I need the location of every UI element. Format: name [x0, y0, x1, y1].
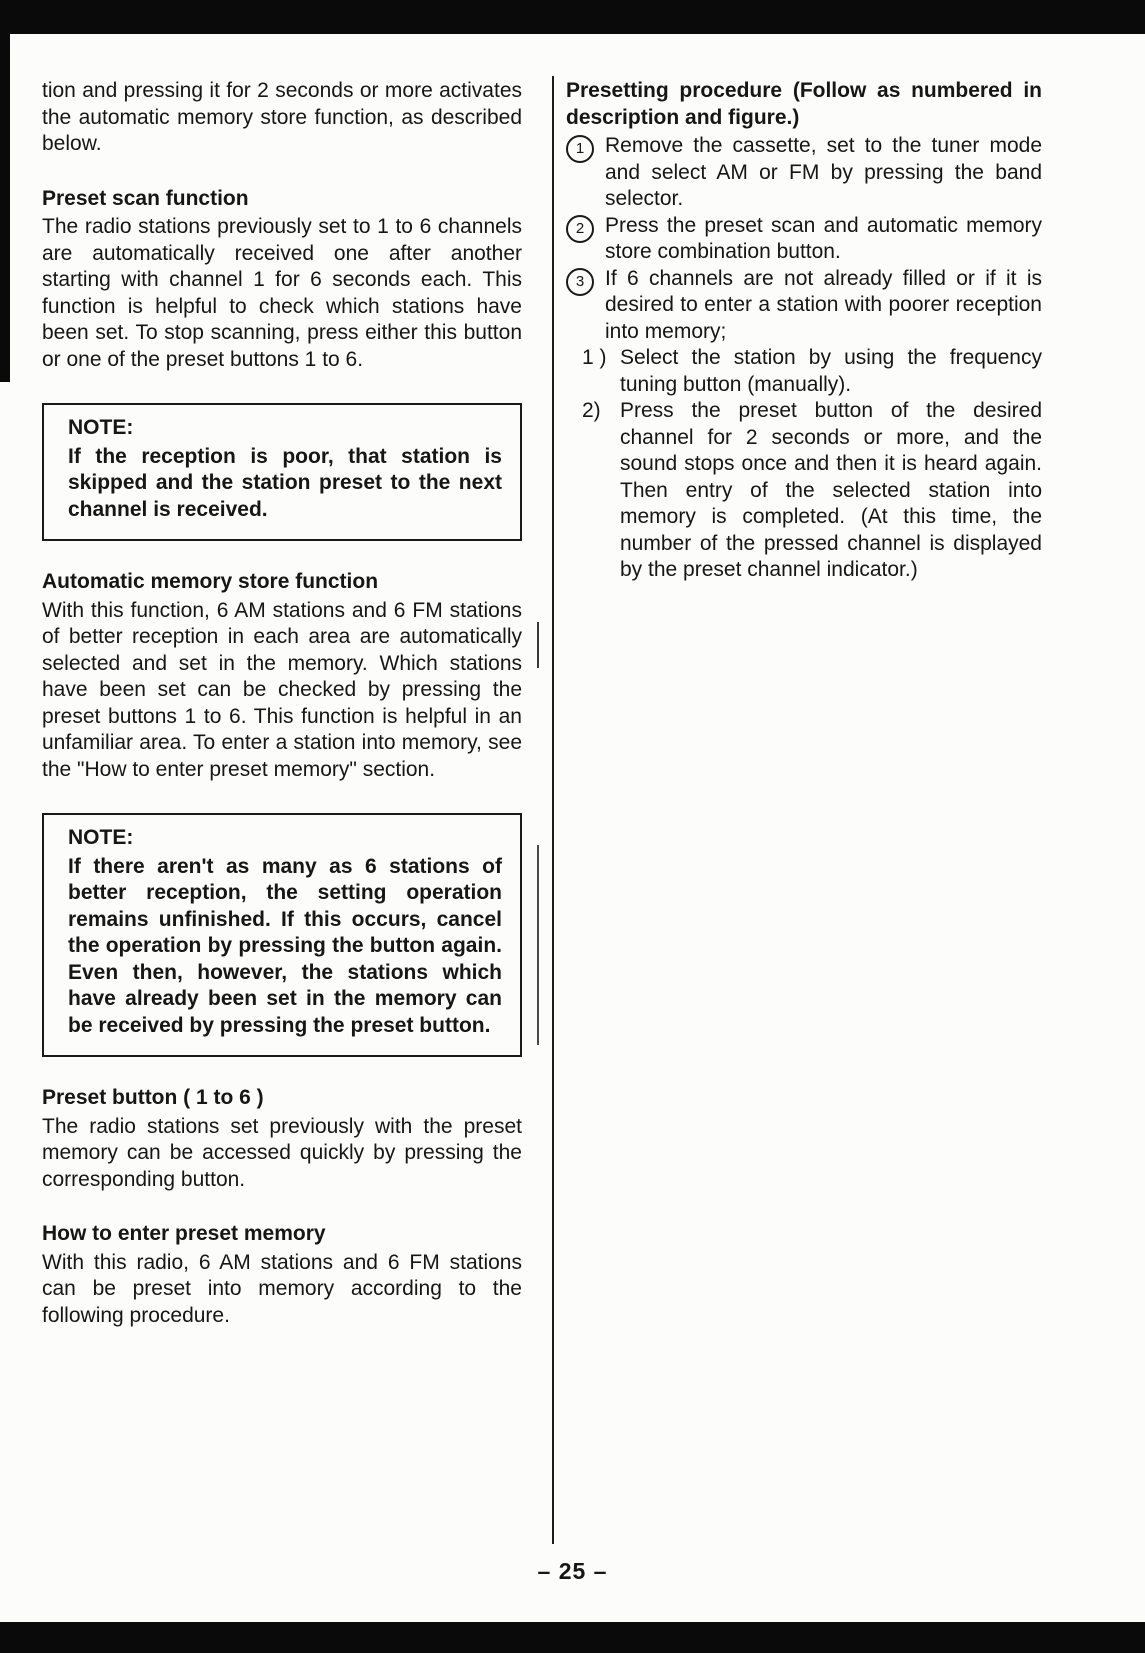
column-divider — [552, 76, 554, 1544]
procedure-step-2 — [566, 213, 1042, 266]
substep-number: 1 ) — [582, 346, 607, 369]
note-box-1 — [42, 403, 522, 541]
left-column — [42, 78, 522, 1329]
right-column — [566, 78, 1042, 584]
circled-number-icon: 2 — [566, 215, 594, 243]
circled-number-icon: 3 — [566, 268, 594, 296]
procedure-step-text: If 6 channels are not already filled or if it is desired to enter a station with poorer reception into memory; — [605, 266, 1042, 343]
section-body-preset-scan: The radio stations previously set to 1 to 6 channels are automatically received one after another starting with channel 1 for 6 seconds each. This function is helpful to check which stations have been set. To stop scanning, press either this button or one of the preset buttons 1 to 6. — [42, 215, 522, 371]
section-heading-enter-preset: How to enter preset memory — [42, 1222, 326, 1245]
scan-border-top — [0, 0, 1145, 34]
substep-text: Press the preset button of the desired channel for 2 seconds or more, and the sound stops once and then it is heard again. Then entry of the selected station into memory is completed. (At this time, the number of the pressed channel is displayed by the preset channel indicator.) — [620, 399, 1042, 581]
note-text: If the reception is poor, that station is skipped and the station preset to the next channel is received. — [68, 444, 502, 521]
substep-number: 2) — [582, 399, 601, 422]
note-label: NOTE: — [68, 826, 134, 849]
section-heading-preset-button: Preset button ( 1 to 6 ) — [42, 1086, 264, 1109]
section-heading-preset-scan: Preset scan function — [42, 186, 249, 210]
intro-paragraph: tion and pressing it for 2 seconds or more activates the automatic memory store function, as described below. — [42, 79, 522, 155]
procedure-step-text: Remove the cassette, set to the tuner mode and select AM or FM by pressing the band selector. — [605, 134, 1042, 210]
procedure-substep-1 — [582, 345, 1042, 398]
procedure-step-1 — [566, 133, 1042, 213]
scan-border-left — [0, 0, 10, 382]
circled-number-icon: 1 — [566, 135, 594, 163]
procedure-heading: Presetting procedure (Follow as numbered in description and figure.) — [566, 79, 1042, 129]
section-body-auto-memory: With this function, 6 AM stations and 6 FM stations of better reception in each area are automatically selected and set in the memory. Which stations have been set can be checked by pressing the preset buttons 1 to 6. This function is helpful in an unfamiliar area. To enter a station into memory, see the "How to enter preset memory" section. — [42, 598, 522, 781]
section-body-preset-button: The radio stations set previously with the preset memory can be accessed quickly by pressing the corresponding button. — [42, 1114, 522, 1191]
note-box-2 — [42, 813, 522, 1057]
page-number: – 25 – — [537, 1558, 608, 1584]
procedure-step-text: Press the preset scan and automatic memory store combination button. — [605, 213, 1042, 263]
substep-text: Select the station by using the frequency tuning button (manually). — [620, 346, 1042, 396]
note-label: NOTE: — [68, 416, 134, 439]
section-heading-auto-memory: Automatic memory store function — [42, 570, 379, 593]
scan-border-bottom — [0, 1622, 1145, 1653]
scan-artifact — [537, 845, 539, 1045]
procedure-substep-2 — [582, 398, 1042, 584]
note-text: If there aren't as many as 6 stations of better reception, the setting operation remains unfinished. If this occurs, cancel the operation by pressing the button again. Even then, however, the stations which have already been set in the memory can be received by pressing the preset button. — [68, 854, 502, 1037]
section-body-enter-preset: With this radio, 6 AM stations and 6 FM stations can be preset into memory according to the following procedure. — [42, 1250, 522, 1327]
scan-artifact — [537, 622, 539, 668]
procedure-step-3 — [566, 266, 1042, 346]
